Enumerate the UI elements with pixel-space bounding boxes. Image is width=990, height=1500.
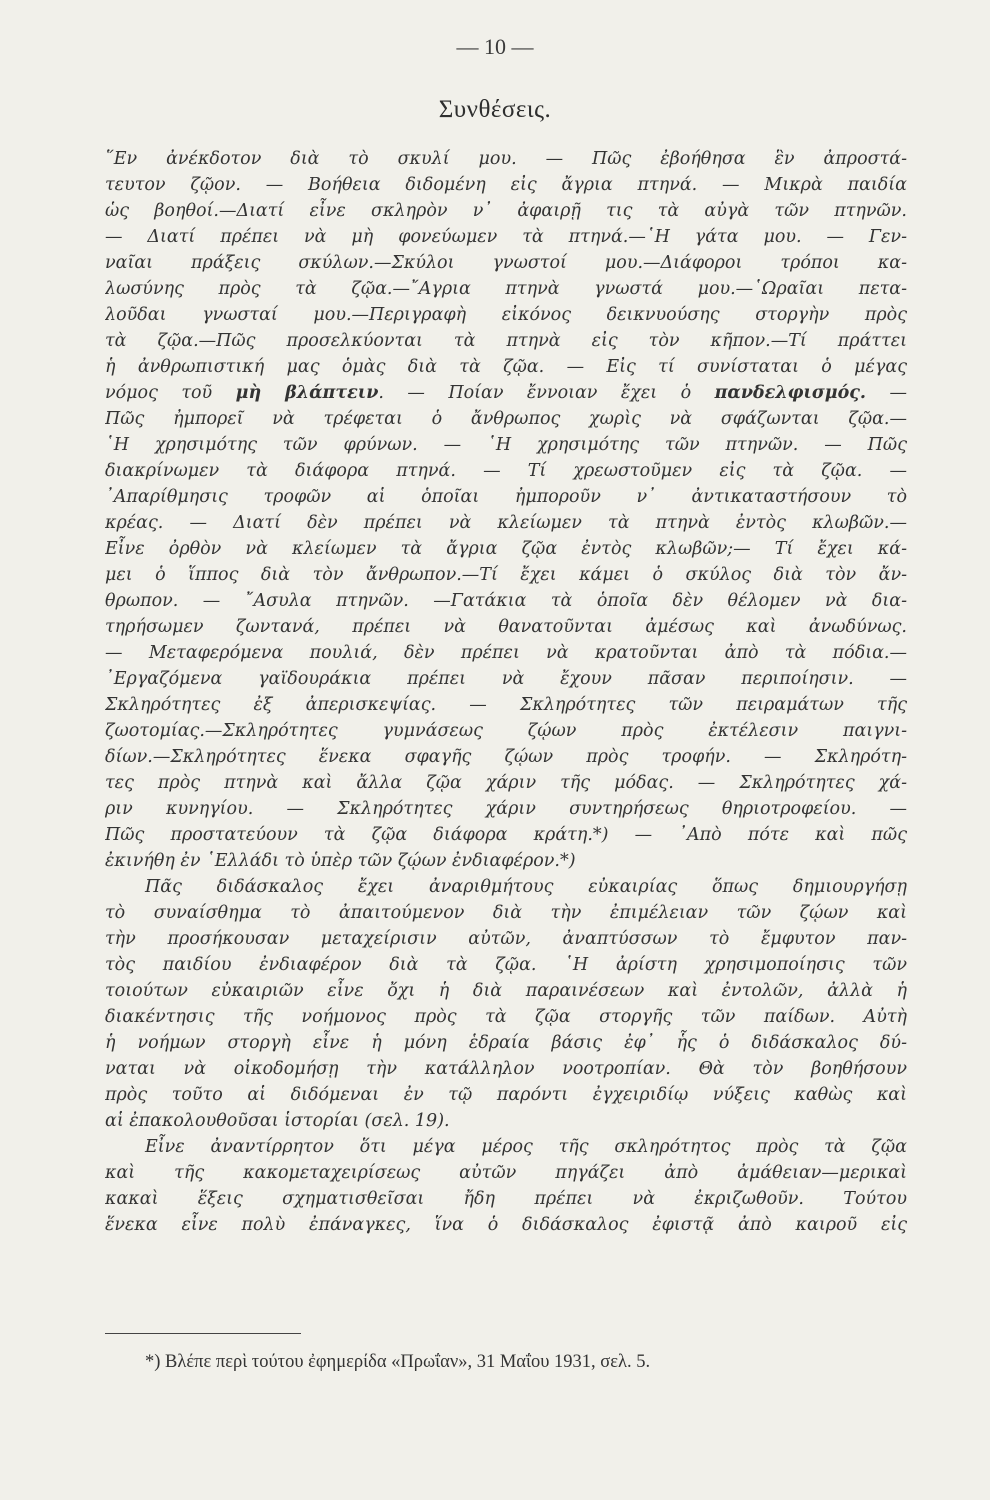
text-line: ᾽Εργαζόμενα γαϊδουράκια πρέπει νὰ ἔχουν πᾶσαν περιποίησιν. — [105,669,907,689]
text-line: τὸ συναίσθημα τὸ ἀπαιτούμενον διὰ τὴν ἐπιμέλειαν τῶν ζῴων καὶ [105,903,907,923]
text-line: Εἶνε ὀρθὸν νὰ κλείωμεν τὰ ἄγρια ζῷα ἐντὸς κλωβῶν;— Τί ἔχει κά- [105,539,907,559]
text-line: ῞Εν ἀνέκδοτον διὰ τὸ σκυλί μου. — Πῶς ἐβοήθησα ἓν ἀπροστά- [105,149,907,169]
text-segment: — [866,383,907,403]
text-line: ἡ ἀνθρωπιστική μας ὁμὰς διὰ τὰ ζῷα. — Εἰς τί συνίσταται ὁ μέγας [105,357,907,377]
text-line: λωσύνης πρὸς τὰ ζῷα.—῎Αγρια πτηνὰ γνωστά μου.—῾Ωραῖαι πετα- [105,279,907,299]
text-line: ὡς βοηθοί.—Διατί εἶνε σκληρὸν ν᾽ ἀφαιρῇ τις τὰ αὐγὰ τῶν πτηνῶν. [105,201,907,221]
text-line: διακρίνωμεν τὰ διάφορα πτηνά. — Τί χρεωστοῦμεν εἰς τὰ ζῷα. — [105,461,907,481]
text-line: τὴν προσήκουσαν μεταχείρισιν αὐτῶν, ἀναπτύσσων τὸ ἔμφυτον παν- [105,929,907,949]
text-line: ναῖαι πράξεις σκύλων.—Σκύλοι γνωστοί μου.—Διάφοροι τρόποι κα- [105,253,907,273]
body-text [105,146,907,1238]
text-line: λοῦδαι γνωσταί μου.—Περιγραφὴ εἰκόνος δεικνυούσης στοργὴν πρὸς [105,305,907,325]
text-line: Εἶνε ἀναντίρρητον ὅτι μέγα μέρος τῆς σκληρότητος πρὸς τὰ ζῷα [145,1137,907,1157]
text-line: — Μεταφερόμενα πουλιά, δὲν πρέπει νὰ κρατοῦνται ἀπὸ τὰ πόδια.— [105,643,907,663]
text-line: Πῶς ἠμπορεῖ νὰ τρέφεται ὁ ἄνθρωπος χωρὶς νὰ σφάζωνται ζῷα.— [105,409,907,429]
text-line: θρωπον. — ῎Ασυλα πτηνῶν. —Γατάκια τὰ ὁποῖα δὲν θέλομεν νὰ δια- [105,591,907,611]
footnote-divider [105,1333,301,1334]
text-line: αἱ ἐπακολουθοῦσαι ἱστορίαι (σελ. 19). [105,1111,450,1131]
text-segment: νόμος τοῦ [105,383,236,403]
text-line: τὸς παιδίου ἐνδιαφέρον διὰ τὰ ζῷα. ῾Η ἀρίστη χρησιμοποίησις τῶν [105,955,907,975]
text-line: Πῶς προστατεύουν τὰ ζῷα διάφορα κράτη.*) — ᾽Απὸ πότε καὶ πῶς [105,825,907,845]
text-segment: . — Ποίαν ἔννοιαν ἔχει ὁ [378,383,715,403]
text-line: ῾Η χρησιμότης τῶν φρύνων. — ῾Η χρησιμότης τῶν πτηνῶν. — Πῶς [105,435,907,455]
footnote: *) Βλέπε περὶ τούτου ἐφημερίδα «Πρωΐαν», 31 Μαΐου 1931, σελ. 5. [145,1352,651,1372]
text-line: τοιούτων εὐκαιριῶν εἶνε ὄχι ἡ διὰ παραινέσεων καὶ ἐντολῶν, ἀλλὰ ἡ [105,981,907,1001]
text-line: ζωοτομίας.—Σκληρότητες γυμνάσεως ζῴων πρὸς ἐκτέλεσιν παιγνι- [105,721,907,741]
bold-phrase: πανδελφισμός. [714,383,867,403]
text-line: μει ὁ ἵππος διὰ τὸν ἄνθρωπον.—Τί ἔχει κάμει ὁ σκύλος διὰ τὸν ἄν- [105,565,907,585]
bold-phrase: μὴ βλάπτειν [235,383,379,403]
text-line: ἕνεκα εἶνε πολὺ ἐπάναγκες, ἵνα ὁ διδάσκαλος ἐφιστᾷ ἀπὸ καιροῦ εἰς [105,1215,907,1235]
text-line: Σκληρότητες ἐξ ἀπερισκεψίας. — Σκληρότητες τῶν πειραμάτων τῆς [105,695,907,715]
text-line-with-bold [105,380,907,406]
text-line: τηρήσωμεν ζωντανά, πρέπει νὰ θανατοῦνται ἀμέσως καὶ ἀνωδύνως. [105,617,907,637]
text-line: — Διατί πρέπει νὰ μὴ φονεύωμεν τὰ πτηνά.—῾Η γάτα μου. — Γεν- [105,227,907,247]
text-line: ἡ νοήμων στοργὴ εἶνε ἡ μόνη ἑδραία βάσις ἐφ᾽ ἧς ὁ διδάσκαλος δύ- [105,1033,907,1053]
text-line: πρὸς τοῦτο αἱ διδόμεναι ἐν τῷ παρόντι ἐγχειριδίῳ νύξεις καθὼς καὶ [105,1085,907,1105]
text-line: τὰ ζῷα.—Πῶς προσελκύονται τὰ πτηνὰ εἰς τὸν κῆπον.—Τί πράττει [105,331,907,351]
text-line: ναται νὰ οἰκοδομήσῃ τὴν κατάλληλον νοοτροπίαν. Θὰ τὸν βοηθήσουν [105,1059,907,1079]
text-line: διακέντησις τῆς νοήμονος πρὸς τὰ ζῷα στοργῆς τῶν παίδων. Αὐτὴ [105,1007,907,1027]
text-line: ἐκινήθη ἐν ῾Ελλάδι τὸ ὑπὲρ τῶν ζῴων ἐνδιαφέρον.*) [105,851,576,871]
text-line: καὶ τῆς κακομεταχειρίσεως αὐτῶν πηγάζει ἀπὸ ἀμάθειαν—μερικαὶ [105,1163,907,1183]
text-line: κακαὶ ἕξεις σχηματισθεῖσαι ἤδη πρέπει νὰ ἐκριζωθοῦν. Τούτου [105,1189,907,1209]
text-line: Πᾶς διδάσκαλος ἔχει ἀναριθμήτους εὐκαιρίας ὅπως δημιουργήσῃ [145,877,907,897]
text-line: τευτον ζῷον. — Βοήθεια διδομένη εἰς ἄγρια πτηνά. — Μικρὰ παιδία [105,175,907,195]
text-line: τες πρὸς πτηνὰ καὶ ἄλλα ζῷα χάριν τῆς μόδας. — Σκληρότητες χά- [105,773,907,793]
page-number: — 10 — [456,34,534,59]
text-line: δίων.—Σκληρότητες ἕνεκα σφαγῆς ζῴων πρὸς τροφήν. — Σκληρότη- [105,747,907,767]
text-line: ριν κυνηγίου. — Σκληρότητες χάριν συντηρήσεως θηριοτροφείου. — [105,799,907,819]
section-title: Συνθέσεις. [438,96,552,123]
text-line: ᾽Απαρίθμησις τροφῶν αἱ ὁποῖαι ἠμποροῦν ν᾽ ἀντικαταστήσουν τὸ [105,487,907,507]
text-line: κρέας. — Διατί δὲν πρέπει νὰ κλείωμεν τὰ πτηνὰ ἐντὸς κλωβῶν.— [105,513,907,533]
